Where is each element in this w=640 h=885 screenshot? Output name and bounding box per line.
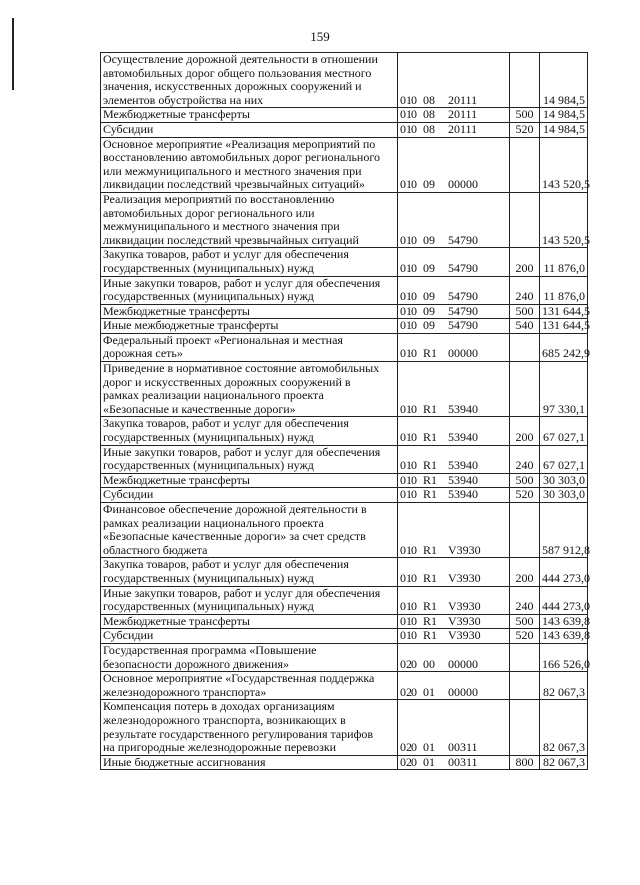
row-name-line: государственных (муниципальных) нужд xyxy=(103,570,314,585)
code-part-c2: 0 xyxy=(411,472,417,487)
code-part-c2: 0 xyxy=(411,318,417,333)
table-row xyxy=(101,755,588,770)
row-amount-cell: 685 242,9 xyxy=(540,333,588,361)
row-code-cell xyxy=(398,643,510,671)
table-row xyxy=(101,137,588,192)
code-part-c3: 09 xyxy=(423,289,435,304)
row-amount-cell: 143 639,8 xyxy=(540,629,588,644)
code-part-c4: 53940 xyxy=(448,430,478,445)
code-part-c3: 08 xyxy=(423,107,435,122)
table-row xyxy=(101,672,588,700)
row-code-cell xyxy=(398,108,510,123)
code-part-c4: V3930 xyxy=(448,570,481,585)
code-part-c2: 0 xyxy=(411,107,417,122)
code-part-c2: 0 xyxy=(411,401,417,416)
table-row xyxy=(101,276,588,304)
row-code-cell xyxy=(398,276,510,304)
code-part-c4: 53940 xyxy=(448,401,478,416)
row-code-cell xyxy=(398,319,510,334)
row-name-line: областного бюджета xyxy=(103,542,208,557)
row-amount-cell: 30 303,0 xyxy=(540,473,588,488)
code-part-c2: 0 xyxy=(411,346,417,361)
row-amount-cell: 82 067,3 xyxy=(540,755,588,770)
row-expense-type-cell: 800 xyxy=(510,755,540,770)
row-code-cell xyxy=(398,53,510,108)
code-part-c4: 54790 xyxy=(448,318,478,333)
code-part-c4: 20111 xyxy=(448,92,478,107)
row-code-cell xyxy=(398,192,510,247)
code-part-c1: 01 xyxy=(400,628,412,643)
row-name-line: Иные закупки товаров, работ и услуг для обеспечения xyxy=(103,585,381,600)
row-name-line: на пригородные железнодорожные перевозки xyxy=(103,740,337,755)
table-row xyxy=(101,700,588,755)
code-part-c1: 01 xyxy=(400,401,412,416)
row-name-line: Иные межбюджетные трансферты xyxy=(103,318,279,333)
code-part-c3: R1 xyxy=(423,430,438,445)
code-part-c4: V3930 xyxy=(448,613,481,628)
code-part-c1: 01 xyxy=(400,542,412,557)
row-name-cell xyxy=(101,586,398,614)
code-part-c4: 53940 xyxy=(448,487,478,502)
code-part-c3: 09 xyxy=(423,318,435,333)
code-part-c1: 01 xyxy=(400,346,412,361)
code-part-c2: 0 xyxy=(411,656,417,671)
row-expense-type-cell: 240 xyxy=(510,445,540,473)
code-part-c1: 01 xyxy=(400,318,412,333)
row-name-line: или межмуниципального и местного значения при xyxy=(103,163,362,178)
code-part-c3: R1 xyxy=(423,487,438,502)
table-row xyxy=(101,503,588,558)
row-name-line: государственных (муниципальных) нужд xyxy=(103,260,314,275)
code-part-c2: 0 xyxy=(411,430,417,445)
row-name-cell xyxy=(101,700,398,755)
row-amount-cell: 11 876,0 xyxy=(540,248,588,276)
table-row xyxy=(101,362,588,417)
code-part-c1: 02 xyxy=(400,684,412,699)
code-part-c4: 20111 xyxy=(448,121,478,136)
code-part-c3: 08 xyxy=(423,121,435,136)
row-name-cell xyxy=(101,304,398,319)
code-part-c2: 0 xyxy=(411,121,417,136)
code-part-c3: R1 xyxy=(423,628,438,643)
code-part-c1: 01 xyxy=(400,260,412,275)
row-name-line: Приведение в нормативное состояние автомобильных xyxy=(103,361,380,376)
row-name-cell xyxy=(101,558,398,586)
budget-table xyxy=(100,52,588,770)
row-name-line: Закупка товаров, работ и услуг для обеспечения xyxy=(103,247,349,262)
row-name-line: Закупка товаров, работ и услуг для обеспечения xyxy=(103,557,349,572)
row-expense-type-cell xyxy=(510,643,540,671)
row-code-cell xyxy=(398,503,510,558)
row-code-cell xyxy=(398,417,510,445)
row-name-cell xyxy=(101,445,398,473)
row-name-line: автомобильных дорог регионального или xyxy=(103,205,315,220)
code-part-c2: 0 xyxy=(411,92,417,107)
code-part-c3: R1 xyxy=(423,401,438,416)
row-name-cell xyxy=(101,755,398,770)
row-code-cell xyxy=(398,122,510,137)
code-part-c1: 01 xyxy=(400,472,412,487)
row-code-cell xyxy=(398,614,510,629)
row-amount-cell: 444 273,0 xyxy=(540,586,588,614)
row-name-line: Иные закупки товаров, работ и услуг для обеспечения xyxy=(103,444,381,459)
row-name-line: автомобильных дорог общего пользования местного xyxy=(103,65,372,80)
row-code-cell xyxy=(398,248,510,276)
row-expense-type-cell: 500 xyxy=(510,304,540,319)
table-row xyxy=(101,488,588,503)
row-name-line: Межбюджетные трансферты xyxy=(103,613,250,628)
code-part-c1: 01 xyxy=(400,599,412,614)
table-row xyxy=(101,586,588,614)
row-name-cell xyxy=(101,137,398,192)
code-part-c3: R1 xyxy=(423,599,438,614)
row-amount-cell: 11 876,0 xyxy=(540,276,588,304)
code-part-c4: 54790 xyxy=(448,232,478,247)
code-part-c3: R1 xyxy=(423,472,438,487)
code-part-c3: R1 xyxy=(423,542,438,557)
row-code-cell xyxy=(398,445,510,473)
row-code-cell xyxy=(398,362,510,417)
row-name-cell xyxy=(101,672,398,700)
row-amount-cell: 14 984,5 xyxy=(540,108,588,123)
row-name-line: Основное мероприятие «Государственная поддержка xyxy=(103,671,375,686)
table-row xyxy=(101,319,588,334)
row-name-line: Федеральный проект «Региональная и местная xyxy=(103,332,343,347)
code-part-c4: V3930 xyxy=(448,628,481,643)
row-expense-type-cell xyxy=(510,192,540,247)
row-expense-type-cell: 240 xyxy=(510,276,540,304)
row-amount-cell: 14 984,5 xyxy=(540,122,588,137)
code-part-c2: 0 xyxy=(411,628,417,643)
row-expense-type-cell: 200 xyxy=(510,248,540,276)
row-expense-type-cell: 540 xyxy=(510,319,540,334)
row-name-line: Реализация мероприятий по восстановлению xyxy=(103,191,335,206)
row-name-line: дорожная сеть» xyxy=(103,346,183,361)
row-code-cell xyxy=(398,333,510,361)
row-name-line: железнодорожного транспорта, возникающих в xyxy=(103,712,346,727)
row-name-line: Государственная программа «Повышение xyxy=(103,642,317,657)
row-expense-type-cell xyxy=(510,53,540,108)
code-part-c3: 08 xyxy=(423,92,435,107)
row-expense-type-cell: 500 xyxy=(510,473,540,488)
row-name-line: «Безопасные и качественные дороги» xyxy=(103,401,296,416)
code-part-c2: 0 xyxy=(411,232,417,247)
row-name-cell xyxy=(101,417,398,445)
row-expense-type-cell xyxy=(510,362,540,417)
code-part-c4: V3930 xyxy=(448,599,481,614)
code-part-c1: 02 xyxy=(400,740,412,755)
code-part-c4: 53940 xyxy=(448,472,478,487)
row-expense-type-cell: 200 xyxy=(510,417,540,445)
code-part-c4: 53940 xyxy=(448,458,478,473)
code-part-c4: 00000 xyxy=(448,656,478,671)
code-part-c3: 09 xyxy=(423,177,435,192)
row-name-cell xyxy=(101,333,398,361)
row-name-line: Субсидии xyxy=(103,487,154,502)
code-part-c3: 09 xyxy=(423,303,435,318)
code-part-c1: 01 xyxy=(400,458,412,473)
table-row xyxy=(101,445,588,473)
row-name-cell xyxy=(101,319,398,334)
row-name-line: Межбюджетные трансферты xyxy=(103,107,250,122)
row-amount-cell: 82 067,3 xyxy=(540,700,588,755)
code-part-c1: 02 xyxy=(400,656,412,671)
code-part-c1: 01 xyxy=(400,177,412,192)
row-expense-type-cell: 500 xyxy=(510,108,540,123)
row-name-line: государственных (муниципальных) нужд xyxy=(103,458,314,473)
row-expense-type-cell xyxy=(510,137,540,192)
code-part-c2: 0 xyxy=(411,542,417,557)
row-amount-cell: 166 526,0 xyxy=(540,643,588,671)
code-part-c1: 01 xyxy=(400,303,412,318)
row-expense-type-cell: 240 xyxy=(510,586,540,614)
code-part-c4: 54790 xyxy=(448,260,478,275)
row-name-line: Иные бюджетные ассигнования xyxy=(103,754,266,769)
row-name-cell xyxy=(101,276,398,304)
row-code-cell xyxy=(398,700,510,755)
row-amount-cell: 143 639,8 xyxy=(540,614,588,629)
row-name-cell xyxy=(101,53,398,108)
row-expense-type-cell xyxy=(510,333,540,361)
row-name-line: железнодорожного транспорта» xyxy=(103,684,267,699)
row-name-line: межмуниципального и местного значения при xyxy=(103,219,340,234)
table-row xyxy=(101,643,588,671)
row-name-line: ликвидации последствий чрезвычайных ситуаций» xyxy=(103,177,365,192)
code-part-c2: 0 xyxy=(411,289,417,304)
row-code-cell xyxy=(398,755,510,770)
code-part-c1: 01 xyxy=(400,107,412,122)
table-row xyxy=(101,108,588,123)
row-name-line: государственных (муниципальных) нужд xyxy=(103,599,314,614)
row-expense-type-cell: 520 xyxy=(510,488,540,503)
row-code-cell xyxy=(398,304,510,319)
row-name-cell xyxy=(101,473,398,488)
code-part-c2: 0 xyxy=(411,740,417,755)
row-name-cell xyxy=(101,248,398,276)
code-part-c4: 54790 xyxy=(448,303,478,318)
code-part-c3: 01 xyxy=(423,740,435,755)
code-part-c2: 0 xyxy=(411,570,417,585)
table-row xyxy=(101,248,588,276)
code-part-c1: 01 xyxy=(400,232,412,247)
row-name-line: элементов обустройства на них xyxy=(103,92,264,107)
code-part-c4: 00311 xyxy=(448,740,478,755)
table-row xyxy=(101,192,588,247)
code-part-c4: 00000 xyxy=(448,346,478,361)
row-expense-type-cell: 520 xyxy=(510,122,540,137)
row-name-line: Межбюджетные трансферты xyxy=(103,303,250,318)
row-name-cell xyxy=(101,614,398,629)
code-part-c1: 02 xyxy=(400,754,412,769)
table-row xyxy=(101,614,588,629)
code-part-c4: 20111 xyxy=(448,107,478,122)
table-row xyxy=(101,122,588,137)
row-name-line: ликвидации последствий чрезвычайных ситуаций xyxy=(103,232,359,247)
row-name-line: восстановлению автомобильных дорог регионального xyxy=(103,150,380,165)
table-row xyxy=(101,304,588,319)
row-name-cell xyxy=(101,108,398,123)
row-name-cell xyxy=(101,629,398,644)
row-name-line: государственных (муниципальных) нужд xyxy=(103,430,314,445)
code-part-c2: 0 xyxy=(411,177,417,192)
row-amount-cell: 131 644,5 xyxy=(540,319,588,334)
row-name-line: Осуществление дорожной деятельности в отношении xyxy=(103,52,378,66)
code-part-c2: 0 xyxy=(411,487,417,502)
row-amount-cell: 97 330,1 xyxy=(540,362,588,417)
code-part-c1: 01 xyxy=(400,570,412,585)
row-name-line: рамках реализации национального проекта xyxy=(103,515,324,530)
code-part-c1: 01 xyxy=(400,289,412,304)
row-code-cell xyxy=(398,586,510,614)
row-amount-cell: 143 520,5 xyxy=(540,137,588,192)
code-part-c1: 01 xyxy=(400,121,412,136)
row-name-cell xyxy=(101,503,398,558)
row-name-cell xyxy=(101,643,398,671)
code-part-c3: 01 xyxy=(423,754,435,769)
row-amount-cell: 82 067,3 xyxy=(540,672,588,700)
row-name-line: дорог и искусственных дорожных сооружений в xyxy=(103,374,351,389)
page-number: 159 xyxy=(310,29,330,44)
row-amount-cell: 444 273,0 xyxy=(540,558,588,586)
table-row xyxy=(101,333,588,361)
code-part-c2: 0 xyxy=(411,684,417,699)
code-part-c2: 0 xyxy=(411,260,417,275)
row-name-line: Субсидии xyxy=(103,121,154,136)
row-name-line: результате государственного регулирования тарифов xyxy=(103,726,374,741)
row-code-cell xyxy=(398,629,510,644)
row-name-line: Основное мероприятие «Реализация мероприятий по xyxy=(103,136,376,151)
row-amount-cell: 30 303,0 xyxy=(540,488,588,503)
row-amount-cell: 67 027,1 xyxy=(540,445,588,473)
row-name-cell xyxy=(101,122,398,137)
code-part-c3: 09 xyxy=(423,232,435,247)
row-expense-type-cell xyxy=(510,503,540,558)
row-name-line: Закупка товаров, работ и услуг для обеспечения xyxy=(103,416,349,431)
row-amount-cell: 67 027,1 xyxy=(540,417,588,445)
row-name-cell xyxy=(101,192,398,247)
row-expense-type-cell: 200 xyxy=(510,558,540,586)
row-amount-cell: 587 912,8 xyxy=(540,503,588,558)
row-amount-cell: 131 644,5 xyxy=(540,304,588,319)
row-name-line: «Безопасные качественные дороги» за счет средств xyxy=(103,529,366,544)
row-name-line: рамках реализации национального проекта xyxy=(103,388,324,403)
row-code-cell xyxy=(398,488,510,503)
code-part-c4: 54790 xyxy=(448,289,478,304)
table-row xyxy=(101,473,588,488)
row-amount-cell: 14 984,5 xyxy=(540,53,588,108)
code-part-c2: 0 xyxy=(411,754,417,769)
row-code-cell xyxy=(398,558,510,586)
row-expense-type-cell xyxy=(510,700,540,755)
code-part-c3: R1 xyxy=(423,346,438,361)
table-row xyxy=(101,417,588,445)
table-row xyxy=(101,558,588,586)
table-row xyxy=(101,53,588,108)
code-part-c3: 01 xyxy=(423,684,435,699)
code-part-c3: 09 xyxy=(423,260,435,275)
row-code-cell xyxy=(398,473,510,488)
row-name-line: Субсидии xyxy=(103,628,154,643)
code-part-c3: 00 xyxy=(423,656,435,671)
code-part-c3: R1 xyxy=(423,458,438,473)
row-name-line: Финансовое обеспечение дорожной деятельности в xyxy=(103,502,367,516)
row-name-cell xyxy=(101,362,398,417)
row-name-line: Иные закупки товаров, работ и услуг для обеспечения xyxy=(103,275,381,290)
row-name-line: государственных (муниципальных) нужд xyxy=(103,289,314,304)
code-part-c2: 0 xyxy=(411,599,417,614)
row-name-cell xyxy=(101,488,398,503)
row-code-cell xyxy=(398,137,510,192)
code-part-c1: 01 xyxy=(400,487,412,502)
budget-table-body xyxy=(101,53,588,770)
row-expense-type-cell xyxy=(510,672,540,700)
code-part-c1: 01 xyxy=(400,613,412,628)
code-part-c2: 0 xyxy=(411,613,417,628)
code-part-c1: 01 xyxy=(400,430,412,445)
code-part-c1: 01 xyxy=(400,92,412,107)
code-part-c4: 00311 xyxy=(448,754,478,769)
code-part-c2: 0 xyxy=(411,458,417,473)
code-part-c4: 00000 xyxy=(448,177,478,192)
row-name-line: Компенсация потерь в доходах организациям xyxy=(103,699,335,714)
row-expense-type-cell: 500 xyxy=(510,614,540,629)
row-expense-type-cell: 520 xyxy=(510,629,540,644)
row-code-cell xyxy=(398,672,510,700)
code-part-c4: 00000 xyxy=(448,684,478,699)
row-name-line: значения, искусственных дорожных сооружений и xyxy=(103,79,362,94)
row-amount-cell: 143 520,5 xyxy=(540,192,588,247)
table-row xyxy=(101,629,588,644)
row-name-line: безопасности дорожного движения» xyxy=(103,656,290,671)
row-name-line: Межбюджетные трансферты xyxy=(103,472,250,487)
code-part-c3: R1 xyxy=(423,613,438,628)
code-part-c3: R1 xyxy=(423,570,438,585)
code-part-c2: 0 xyxy=(411,303,417,318)
code-part-c4: V3930 xyxy=(448,542,481,557)
